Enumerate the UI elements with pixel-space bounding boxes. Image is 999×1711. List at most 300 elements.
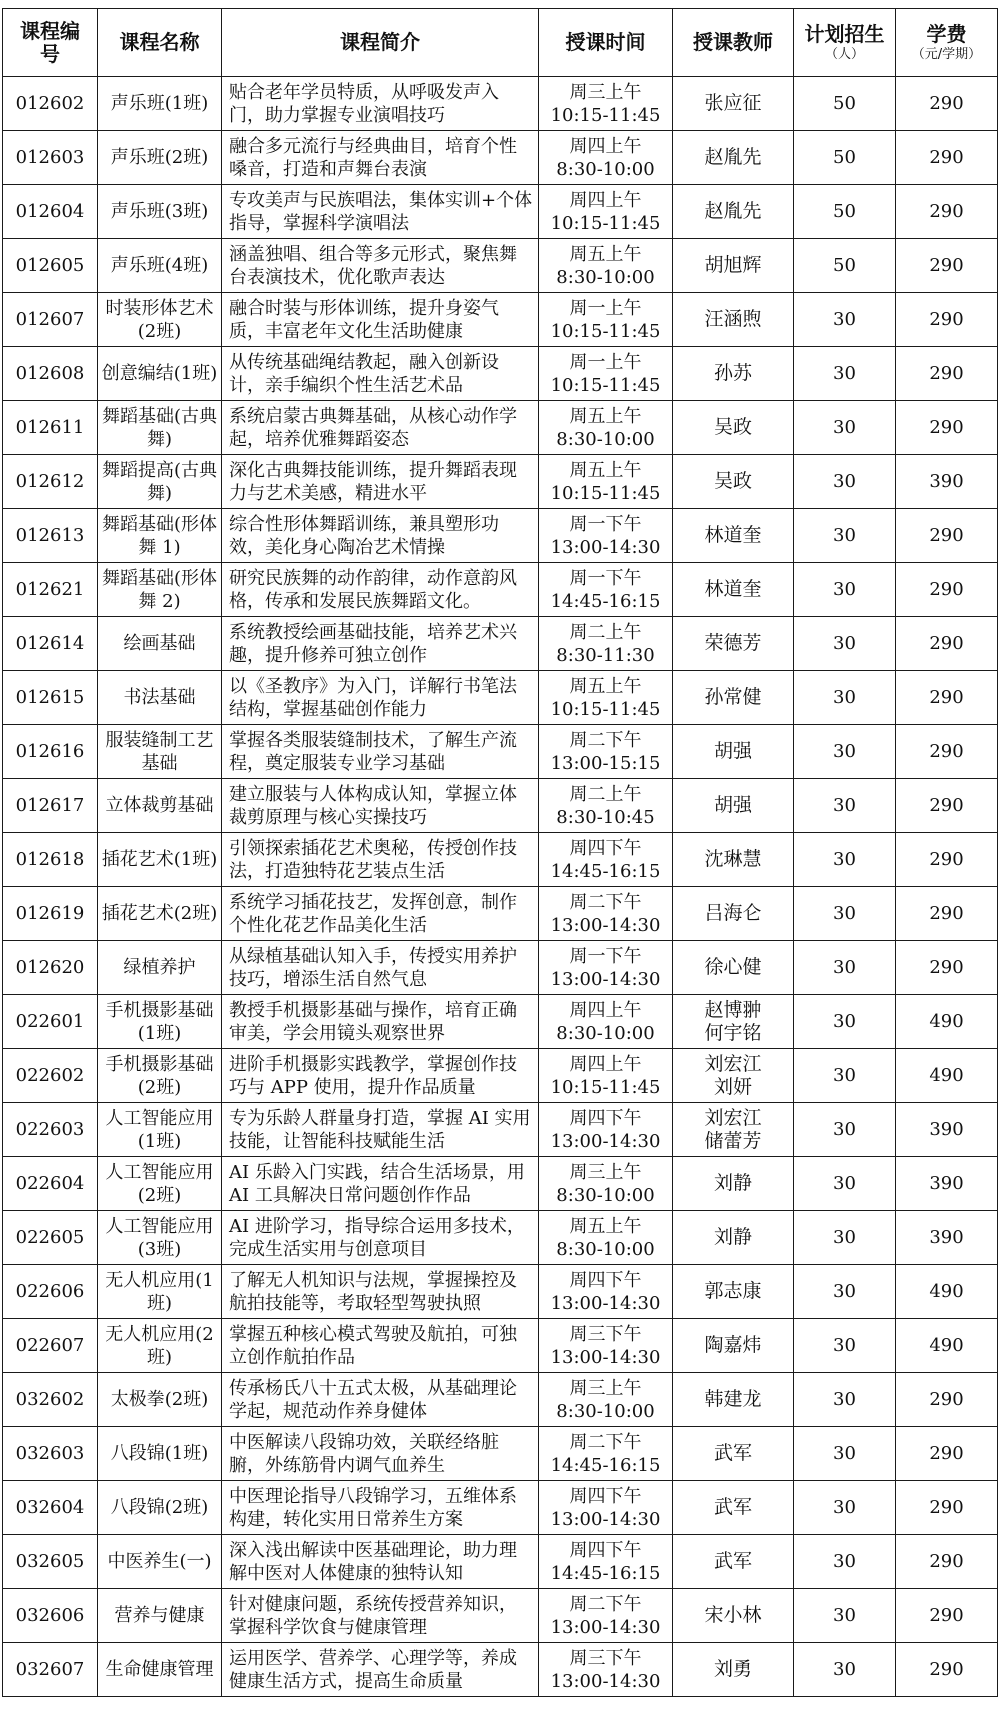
plan-cell: 30 [794,1427,896,1481]
time-day: 周四上午 [569,135,642,157]
fee-cell: 290 [896,1535,998,1589]
fee-cell: 390 [896,455,998,509]
table-row [3,1211,998,1265]
time-day: 周一上午 [569,351,642,373]
course-intro-cell: 教授手机摄影基础与操作，培育正确审美，学会用镜头观察世界 [222,995,539,1049]
course-intro-cell: AI 乐龄入门实践，结合生活场景，用 AI 工具解决日常问题创作作品 [222,1157,539,1211]
plan-cell: 30 [794,1049,896,1103]
table-row [3,617,998,671]
plan-cell: 30 [794,347,896,401]
header-plan-unit: （人） [824,46,864,62]
course-table [2,8,998,1697]
teacher-cell: 林道奎 [673,509,794,563]
plan-cell: 30 [794,1211,896,1265]
header-fee-unit: （元/学期） [911,46,982,62]
time-cell [539,1211,673,1265]
teacher-cell: 武军 [673,1535,794,1589]
time-day: 周一下午 [569,513,642,535]
time-range: 13:00-14:30 [550,914,661,936]
time-range: 8:30-10:45 [556,806,655,828]
course-intro-cell: 系统启蒙古典舞基础，从核心动作学起，培养优雅舞蹈姿态 [222,401,539,455]
time-day: 周五上午 [569,1215,642,1237]
course-id-cell: 012616 [3,725,98,779]
course-id-cell: 012612 [3,455,98,509]
fee-cell: 290 [896,671,998,725]
time-range: 10:15-11:45 [550,212,661,234]
time-range: 8:30-10:00 [556,1238,655,1260]
fee-cell: 290 [896,347,998,401]
course-intro-cell: 综合性形体舞蹈训练，兼具塑形功效，美化身心陶冶艺术情操 [222,509,539,563]
course-intro-cell: 掌握各类服装缝制技术，了解生产流程，奠定服装专业学习基础 [222,725,539,779]
time-cell [539,1535,673,1589]
time-range: 13:00-15:15 [550,752,661,774]
table-row [3,509,998,563]
teacher-cell: 孙常健 [673,671,794,725]
fee-cell: 290 [896,563,998,617]
teacher-cell: 胡强 [673,725,794,779]
time-cell [539,941,673,995]
time-day: 周一上午 [569,297,642,319]
time-cell [539,1103,673,1157]
course-id-cell: 032607 [3,1643,98,1697]
table-header-row [3,9,998,77]
course-intro-cell: 从绿植基础认知入手，传授实用养护技巧，增添生活自然气息 [222,941,539,995]
course-name-cell: 书法基础 [98,671,222,725]
course-name-cell: 绘画基础 [98,617,222,671]
course-id-cell: 012619 [3,887,98,941]
teacher-cell: 汪涵煦 [673,293,794,347]
plan-cell: 50 [794,185,896,239]
time-cell [539,293,673,347]
course-name-cell: 八段锦(2班) [98,1481,222,1535]
time-cell [539,77,673,131]
course-name-cell: 舞蹈基础(古典舞) [98,401,222,455]
course-intro-cell: 了解无人机知识与法规，掌握操控及航拍技能等，考取轻型驾驶执照 [222,1265,539,1319]
table-row [3,671,998,725]
time-cell [539,995,673,1049]
course-id-cell: 022603 [3,1103,98,1157]
plan-cell: 30 [794,1103,896,1157]
time-cell [539,509,673,563]
course-intro-cell: 系统教授绘画基础技能，培养艺术兴趣，提升修养可独立创作 [222,617,539,671]
plan-cell: 30 [794,941,896,995]
table-row [3,239,998,293]
course-id-cell: 012604 [3,185,98,239]
course-intro-cell: 深化古典舞技能训练，提升舞蹈表现力与艺术美感，精进水平 [222,455,539,509]
course-intro-cell: 针对健康问题，系统传授营养知识，掌握科学饮食与健康管理 [222,1589,539,1643]
fee-cell: 290 [896,185,998,239]
time-range: 14:45-16:15 [550,860,661,882]
table-row [3,131,998,185]
time-day: 周四下午 [569,1107,642,1129]
time-range: 10:15-11:45 [550,104,661,126]
time-cell [539,1373,673,1427]
teacher-cell: 刘静 [673,1211,794,1265]
course-intro-cell: 融合多元流行与经典曲目，培育个性嗓音，打造和声舞台表演 [222,131,539,185]
time-cell [539,1157,673,1211]
table-row [3,1589,998,1643]
plan-cell: 30 [794,1265,896,1319]
plan-cell: 30 [794,779,896,833]
fee-cell: 290 [896,779,998,833]
teacher-cell: 林道奎 [673,563,794,617]
course-name-cell: 舞蹈基础(形体舞 2) [98,563,222,617]
plan-cell: 30 [794,1589,896,1643]
table-row [3,1319,998,1373]
time-day: 周四上午 [569,1053,642,1075]
time-range: 13:00-14:30 [550,1346,661,1368]
time-range: 10:15-11:45 [550,320,661,342]
course-name-cell: 太极拳(2班) [98,1373,222,1427]
course-name-cell: 手机摄影基础(1班) [98,995,222,1049]
course-id-cell: 032604 [3,1481,98,1535]
course-name-cell: 人工智能应用(1班) [98,1103,222,1157]
time-day: 周一下午 [569,567,642,589]
fee-cell: 290 [896,725,998,779]
course-intro-cell: 深入浅出解读中医基础理论，助力理解中医对人体健康的独特认知 [222,1535,539,1589]
course-id-cell: 022605 [3,1211,98,1265]
plan-cell: 30 [794,1157,896,1211]
time-day: 周四上午 [569,999,642,1021]
table-row [3,293,998,347]
time-cell [539,239,673,293]
fee-cell: 390 [896,1211,998,1265]
table-row [3,833,998,887]
time-day: 周五上午 [569,405,642,427]
teacher-cell: 张应征 [673,77,794,131]
course-intro-cell: 研究民族舞的动作韵律，动作意韵风格，传承和发展民族舞蹈文化。 [222,563,539,617]
table-row [3,1535,998,1589]
teacher-cell: 刘静 [673,1157,794,1211]
plan-cell: 30 [794,995,896,1049]
course-id-cell: 012614 [3,617,98,671]
header-course-id: 课程编号 [3,9,98,77]
time-cell [539,779,673,833]
course-id-cell: 032605 [3,1535,98,1589]
course-name-cell: 人工智能应用(3班) [98,1211,222,1265]
fee-cell: 290 [896,293,998,347]
course-id-cell: 022606 [3,1265,98,1319]
course-intro-cell: 掌握五种核心模式驾驶及航拍，可独立创作航拍作品 [222,1319,539,1373]
time-cell [539,833,673,887]
table-row [3,725,998,779]
time-range: 8:30-10:00 [556,1022,655,1044]
time-range: 13:00-14:30 [550,968,661,990]
fee-cell: 290 [896,941,998,995]
course-id-cell: 012617 [3,779,98,833]
header-teacher: 授课教师 [673,9,794,77]
time-range: 10:15-11:45 [550,1076,661,1098]
course-id-cell: 022601 [3,995,98,1049]
course-id-cell: 012618 [3,833,98,887]
fee-cell: 290 [896,833,998,887]
course-name-cell: 创意编结(1班) [98,347,222,401]
time-range: 13:00-14:30 [550,536,661,558]
time-cell [539,185,673,239]
course-id-cell: 012621 [3,563,98,617]
plan-cell: 30 [794,617,896,671]
teacher-cell: 沈琳慧 [673,833,794,887]
time-day: 周四下午 [569,1485,642,1507]
fee-cell: 290 [896,77,998,131]
teacher-cell: 徐心健 [673,941,794,995]
plan-cell: 30 [794,455,896,509]
time-range: 8:30-10:00 [556,428,655,450]
table-row [3,455,998,509]
course-name-cell: 时装形体艺术(2班) [98,293,222,347]
course-id-cell: 032603 [3,1427,98,1481]
course-intro-cell: 运用医学、营养学、心理学等，养成健康生活方式，提高生命质量 [222,1643,539,1697]
time-cell [539,347,673,401]
table-row [3,1103,998,1157]
time-day: 周二下午 [569,891,642,913]
teacher-cell: 武军 [673,1481,794,1535]
time-range: 13:00-14:30 [550,1292,661,1314]
course-intro-cell: 专攻美声与民族唱法，集体实训+个体指导，掌握科学演唱法 [222,185,539,239]
time-day: 周二下午 [569,1593,642,1615]
teacher-cell: 赵胤先 [673,185,794,239]
fee-cell: 290 [896,239,998,293]
fee-cell: 390 [896,1157,998,1211]
course-id-cell: 012620 [3,941,98,995]
course-intro-cell: 建立服装与人体构成认知，掌握立体裁剪原理与核心实操技巧 [222,779,539,833]
plan-cell: 50 [794,131,896,185]
course-name-cell: 八段锦(1班) [98,1427,222,1481]
time-day: 周二上午 [569,621,642,643]
table-row [3,1427,998,1481]
course-intro-cell: 专为乐龄人群量身打造，掌握 AI 实用技能，让智能科技赋能生活 [222,1103,539,1157]
course-name-cell: 无人机应用(2班) [98,1319,222,1373]
course-name-cell: 插花艺术(2班) [98,887,222,941]
time-cell [539,1265,673,1319]
time-cell [539,1427,673,1481]
fee-cell: 490 [896,1265,998,1319]
plan-cell: 30 [794,1373,896,1427]
table-row [3,1643,998,1697]
course-id-cell: 012608 [3,347,98,401]
time-range: 8:30-10:00 [556,1400,655,1422]
course-intro-cell: 进阶手机摄影实践教学，掌握创作技巧与 APP 使用，提升作品质量 [222,1049,539,1103]
course-intro-cell: 贴合老年学员特质，从呼吸发声入门，助力掌握专业演唱技巧 [222,77,539,131]
time-range: 10:15-11:45 [550,374,661,396]
course-id-cell: 022607 [3,1319,98,1373]
fee-cell: 290 [896,617,998,671]
fee-cell: 490 [896,1319,998,1373]
time-range: 8:30-10:00 [556,1184,655,1206]
time-cell [539,671,673,725]
teacher-cell: 吴政 [673,455,794,509]
course-intro-cell: AI 进阶学习，指导综合运用多技术，完成生活实用与创意项目 [222,1211,539,1265]
time-day: 周三下午 [569,1647,642,1669]
course-intro-cell: 以《圣教序》为入门，详解行书笔法结构，掌握基础创作能力 [222,671,539,725]
plan-cell: 30 [794,401,896,455]
time-range: 10:15-11:45 [550,698,661,720]
header-course-intro: 课程简介 [222,9,539,77]
time-cell [539,617,673,671]
course-intro-cell: 中医解读八段锦功效，关联经络脏腑，外练筋骨内调气血养生 [222,1427,539,1481]
course-id-cell: 012611 [3,401,98,455]
fee-cell: 390 [896,1103,998,1157]
header-fee [896,9,998,77]
teacher-cell: 胡旭辉 [673,239,794,293]
course-id-cell: 012613 [3,509,98,563]
time-day: 周二上午 [569,783,642,805]
time-day: 周二下午 [569,1431,642,1453]
plan-cell: 30 [794,833,896,887]
time-cell [539,563,673,617]
table-row [3,779,998,833]
time-range: 14:45-16:15 [550,1562,661,1584]
time-cell [539,131,673,185]
teacher-cell: 孙苏 [673,347,794,401]
teacher-cell: 赵博翀 何宇铭 [673,995,794,1049]
plan-cell: 30 [794,1319,896,1373]
course-intro-cell: 融合时装与形体训练，提升身姿气质，丰富老年文化生活助健康 [222,293,539,347]
plan-cell: 30 [794,671,896,725]
header-time: 授课时间 [539,9,673,77]
time-day: 周三上午 [569,1377,642,1399]
table-row [3,887,998,941]
time-cell [539,725,673,779]
course-name-cell: 舞蹈基础(形体舞 1) [98,509,222,563]
course-name-cell: 绿植养护 [98,941,222,995]
plan-cell: 30 [794,887,896,941]
time-day: 周三上午 [569,1161,642,1183]
course-name-cell: 声乐班(2班) [98,131,222,185]
time-day: 周三下午 [569,1323,642,1345]
plan-cell: 50 [794,77,896,131]
table-row [3,1481,998,1535]
course-name-cell: 声乐班(4班) [98,239,222,293]
course-id-cell: 032606 [3,1589,98,1643]
time-day: 周五上午 [569,459,642,481]
course-name-cell: 中医养生(一) [98,1535,222,1589]
table-row [3,401,998,455]
time-cell [539,887,673,941]
fee-cell: 490 [896,1049,998,1103]
course-id-cell: 022602 [3,1049,98,1103]
plan-cell: 50 [794,239,896,293]
time-range: 14:45-16:15 [550,1454,661,1476]
teacher-cell: 刘宏江 刘妍 [673,1049,794,1103]
plan-cell: 30 [794,563,896,617]
header-course-name: 课程名称 [98,9,222,77]
course-intro-cell: 引领探索插花艺术奥秘，传授创作技法，打造独特花艺装点生活 [222,833,539,887]
teacher-cell: 吴政 [673,401,794,455]
course-id-cell: 012602 [3,77,98,131]
table-body [3,77,998,1697]
course-intro-cell: 传承杨氏八十五式太极，从基础理论学起，规范动作养身健体 [222,1373,539,1427]
table-row [3,1049,998,1103]
teacher-cell: 郭志康 [673,1265,794,1319]
course-name-cell: 无人机应用(1班) [98,1265,222,1319]
table-row [3,1265,998,1319]
course-name-cell: 立体裁剪基础 [98,779,222,833]
time-range: 8:30-10:00 [556,266,655,288]
teacher-cell: 武军 [673,1427,794,1481]
table-row [3,347,998,401]
teacher-cell: 胡强 [673,779,794,833]
time-range: 8:30-11:30 [556,644,655,666]
time-day: 周二下午 [569,729,642,751]
course-name-cell: 声乐班(3班) [98,185,222,239]
course-name-cell: 服装缝制工艺基础 [98,725,222,779]
teacher-cell: 陶嘉炜 [673,1319,794,1373]
time-cell [539,1643,673,1697]
course-intro-cell: 从传统基础绳结教起，融入创新设计，亲手编织个性生活艺术品 [222,347,539,401]
table-row [3,185,998,239]
teacher-cell: 刘勇 [673,1643,794,1697]
time-day: 周三上午 [569,81,642,103]
time-cell [539,1481,673,1535]
course-intro-cell: 中医理论指导八段锦学习，五维体系构建，转化实用日常养生方案 [222,1481,539,1535]
table-row [3,1157,998,1211]
fee-cell: 290 [896,1481,998,1535]
fee-cell: 290 [896,1589,998,1643]
teacher-cell: 吕海仑 [673,887,794,941]
time-cell [539,1049,673,1103]
time-day: 周五上午 [569,675,642,697]
course-name-cell: 人工智能应用(2班) [98,1157,222,1211]
time-day: 周五上午 [569,243,642,265]
fee-cell: 290 [896,131,998,185]
plan-cell: 30 [794,509,896,563]
plan-cell: 30 [794,725,896,779]
fee-cell: 290 [896,1373,998,1427]
plan-cell: 30 [794,1481,896,1535]
plan-cell: 30 [794,1535,896,1589]
time-cell [539,1589,673,1643]
fee-cell: 290 [896,1427,998,1481]
plan-cell: 30 [794,1643,896,1697]
time-cell [539,1319,673,1373]
fee-cell: 490 [896,995,998,1049]
course-id-cell: 012605 [3,239,98,293]
teacher-cell: 宋小林 [673,1589,794,1643]
course-name-cell: 生命健康管理 [98,1643,222,1697]
time-range: 10:15-11:45 [550,482,661,504]
fee-cell: 290 [896,401,998,455]
teacher-cell: 韩建龙 [673,1373,794,1427]
table-row [3,995,998,1049]
course-name-cell: 插花艺术(1班) [98,833,222,887]
time-day: 周四下午 [569,1269,642,1291]
table-row [3,77,998,131]
time-range: 13:00-14:30 [550,1616,661,1638]
teacher-cell: 荣德芳 [673,617,794,671]
course-intro-cell: 系统学习插花技艺，发挥创意，制作个性化花艺作品美化生活 [222,887,539,941]
table-row [3,563,998,617]
time-range: 8:30-10:00 [556,158,655,180]
course-id-cell: 032602 [3,1373,98,1427]
course-id-cell: 012615 [3,671,98,725]
teacher-cell: 赵胤先 [673,131,794,185]
plan-cell: 30 [794,293,896,347]
time-day: 周四上午 [569,189,642,211]
course-name-cell: 舞蹈提高(古典舞) [98,455,222,509]
fee-cell: 290 [896,887,998,941]
time-cell [539,455,673,509]
course-name-cell: 声乐班(1班) [98,77,222,131]
time-day: 周四下午 [569,1539,642,1561]
time-range: 13:00-14:30 [550,1508,661,1530]
course-intro-cell: 涵盖独唱、组合等多元形式，聚焦舞台表演技术，优化歌声表达 [222,239,539,293]
time-day: 周一下午 [569,945,642,967]
course-name-cell: 营养与健康 [98,1589,222,1643]
course-name-cell: 手机摄影基础(2班) [98,1049,222,1103]
fee-cell: 290 [896,509,998,563]
table-row [3,941,998,995]
